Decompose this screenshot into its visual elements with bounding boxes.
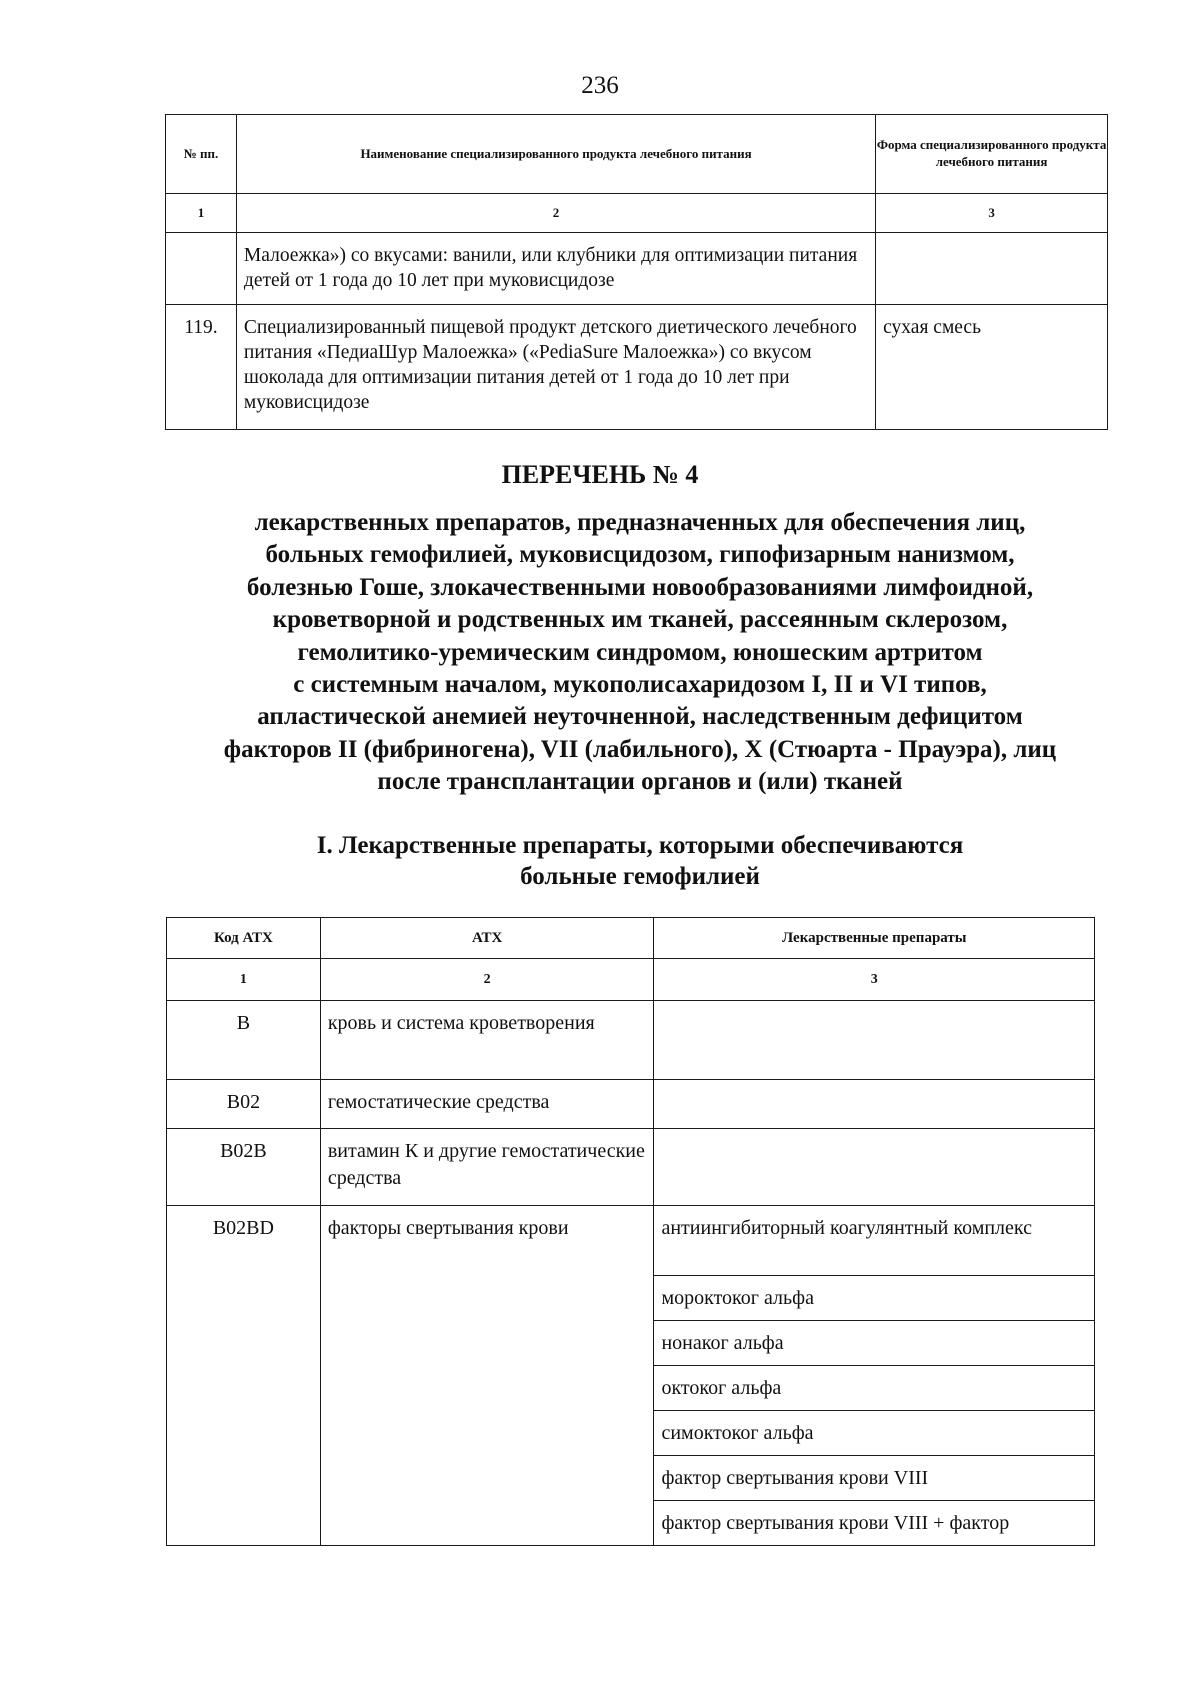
column-number: 3 <box>876 194 1108 233</box>
list-description-line: гемолитико-уремическим синдромом, юношеским артритом <box>297 638 983 666</box>
atc-code: B <box>167 1001 321 1080</box>
page-number: 236 <box>581 72 619 99</box>
list-description-line: болезнью Гоше, злокачественными новообразованиями лимфоидной, <box>246 573 1034 601</box>
drugs-cell <box>654 1080 1095 1129</box>
list-title: ПЕРЕЧЕНЬ № 4 <box>501 460 699 489</box>
list-description-line: факторов II (фибриногена), VII (лабильного), X (Стюарта - Прауэра), лиц <box>223 735 1057 763</box>
table-row <box>167 1206 1095 1546</box>
column-number: 2 <box>236 194 875 233</box>
section-title <box>160 830 1120 892</box>
row-number: 119. <box>166 305 237 430</box>
column-number: 1 <box>167 959 321 1001</box>
drug-item: мороктоког альфа <box>654 1276 1095 1321</box>
header-atc: АТХ <box>320 918 654 959</box>
drug-item: симоктоког альфа <box>654 1411 1095 1456</box>
atc-name: гемостатические средства <box>320 1080 654 1129</box>
column-number-row <box>166 194 1108 233</box>
drugs-cell <box>654 1206 1095 1546</box>
product-name: Малоежка») со вкусами: ванили, или клубники для оптимизации питания детей от 1 года до 10 лет при муковисцидозе <box>236 233 875 305</box>
column-number: 2 <box>320 959 654 1001</box>
header-atc-code: Код АТХ <box>167 918 321 959</box>
drug-item: антиингибиторный коагулянтный комплекс <box>654 1206 1095 1276</box>
atc-code: B02 <box>167 1080 321 1129</box>
product-name: Специализированный пищевой продукт детского диетического лечебного питания «ПедиаШур Малоежка» («PediaSure Малоежка») со вкусом шоколада для оптимизации питания детей от 1 года до 10 лет при муковисцидозе <box>236 305 875 430</box>
list-description-line: с системным началом, мукополисахаридозом I, II и VI типов, <box>293 671 987 699</box>
header-drugs: Лекарственные препараты <box>654 918 1095 959</box>
list-description-line: после трансплантации органов и (или) тканей <box>377 768 903 796</box>
list-description <box>160 507 1120 799</box>
list-description-line: кроветворной и родственных им тканей, рассеянным склерозом, <box>272 606 1008 634</box>
header-product-form: Форма специализированного продукта лечебного питания <box>876 115 1108 194</box>
drug-item: нонаког альфа <box>654 1321 1095 1366</box>
drugs-cell <box>654 1129 1095 1206</box>
column-number: 3 <box>654 959 1095 1001</box>
list-description-line: апластической анемией неуточненной, наследственным дефицитом <box>257 703 1023 731</box>
atc-name: витамин К и другие гемостатические средства <box>320 1129 654 1206</box>
list-description-line: больных гемофилией, муковисцидозом, гипофизарным нанизмом, <box>265 541 1015 569</box>
nutrition-products-table <box>165 114 1108 430</box>
section-title-line: больные гемофилией <box>520 863 760 890</box>
row-number <box>166 233 237 305</box>
column-number-row <box>167 959 1095 1001</box>
atc-code: B02BD <box>167 1206 321 1546</box>
drug-item: фактор свертывания крови VIII <box>654 1456 1095 1501</box>
drug-item: фактор свертывания крови VIII + фактор <box>661 1512 1010 1534</box>
table-header-row <box>166 115 1108 194</box>
header-product-name: Наименование специализированного продукта лечебного питания <box>236 115 875 194</box>
column-number: 1 <box>166 194 237 233</box>
table-row <box>167 1080 1095 1129</box>
atc-name: факторы свертывания крови <box>320 1206 654 1546</box>
section-title-line: I. Лекарственные препараты, которыми обеспечиваются <box>316 832 964 859</box>
product-form: сухая смесь <box>876 305 1108 430</box>
header-num: № пп. <box>166 115 237 194</box>
drugs-cell <box>654 1001 1095 1080</box>
product-form <box>876 233 1108 305</box>
list-description-line: лекарственных препаратов, предназначенных для обеспечения лиц, <box>254 509 1026 536</box>
atc-table <box>166 917 1095 1546</box>
table-row <box>166 305 1108 430</box>
atc-name: кровь и система кроветворения <box>320 1001 654 1080</box>
drug-item: октоког альфа <box>654 1366 1095 1411</box>
table-row <box>166 233 1108 305</box>
table-header-row <box>167 918 1095 959</box>
table-row <box>167 1001 1095 1080</box>
table-row <box>167 1129 1095 1206</box>
atc-code: B02B <box>167 1129 321 1206</box>
